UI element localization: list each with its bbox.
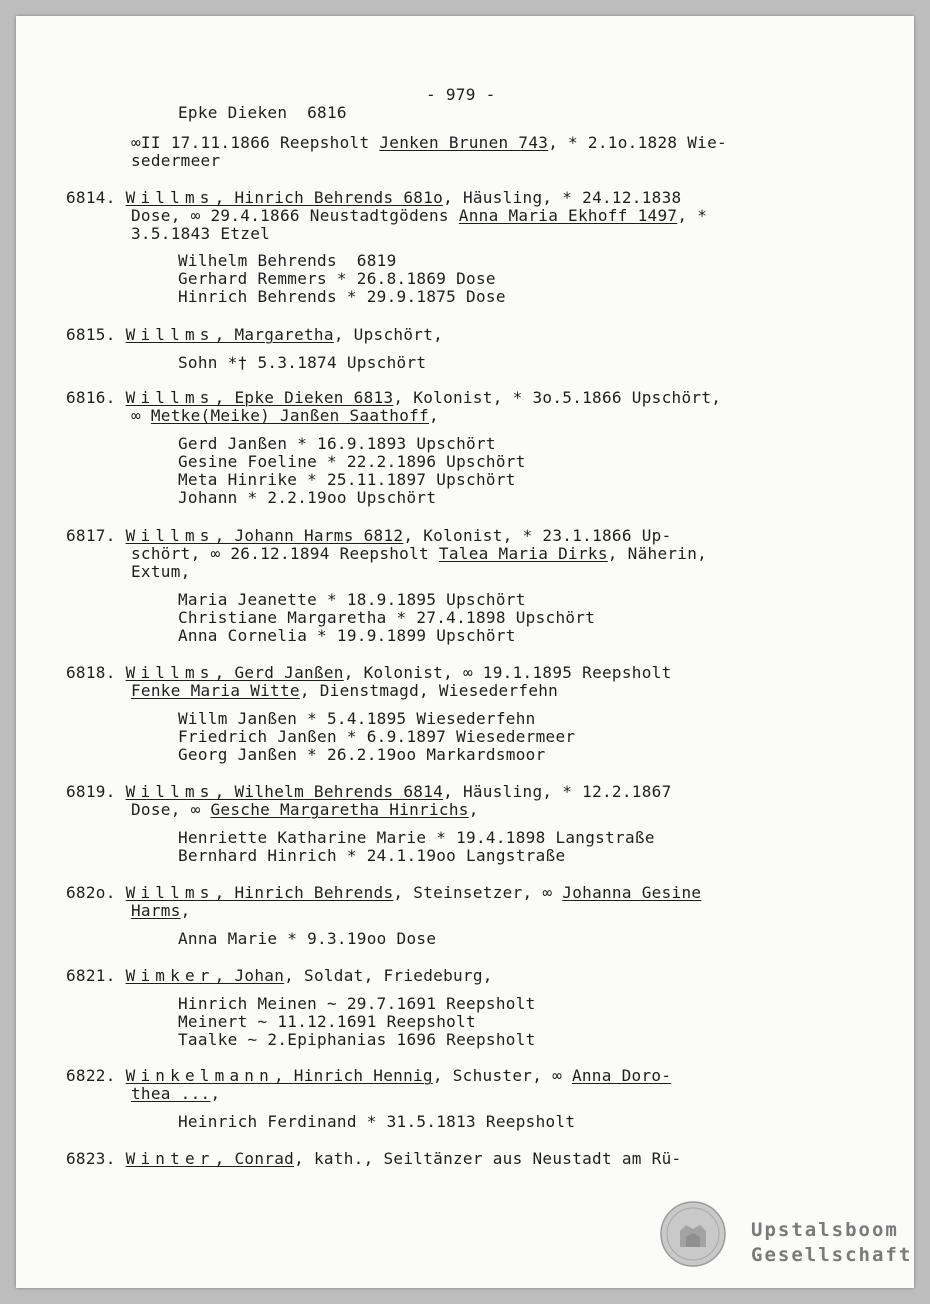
text-segment: , Soldat, Friedeburg, <box>284 966 493 985</box>
text-line <box>178 728 575 746</box>
text-line <box>178 288 506 306</box>
underlined-name: Gesche Margaretha Hinrichs <box>210 800 469 819</box>
text-line <box>131 207 707 225</box>
surname-spaced: Willms <box>125 782 215 801</box>
text-line <box>178 710 536 728</box>
text-line <box>178 591 526 609</box>
text-segment: Henriette Katharine Marie * 19.4.1898 Langstraße <box>178 828 655 847</box>
text-segment: 6817. <box>66 526 126 545</box>
surname-spaced: Willms <box>125 663 215 682</box>
text-segment: , kath., Seiltänzer aus Neustadt am Rü- <box>294 1149 682 1168</box>
underlined-name: , Hinrich Behrends <box>214 883 394 902</box>
text-segment: Wilhelm Behrends 6819 <box>178 251 397 270</box>
text-line <box>131 801 479 819</box>
text-segment: , <box>429 406 439 425</box>
text-line <box>178 609 595 627</box>
text-line <box>131 225 270 243</box>
underlined-name: Anna Maria Ekhoff 1497 <box>458 206 678 225</box>
text-segment: , <box>180 901 191 920</box>
text-segment: Heinrich Ferdinand * 31.5.1813 Reepsholt <box>178 1112 576 1131</box>
text-segment: Gesine Foeline * 22.2.1896 Upschört <box>178 452 526 471</box>
text-segment: 6821. <box>66 966 126 985</box>
surname-spaced: Willms <box>125 325 215 344</box>
text-segment: ∞II 17.11.1866 Reepsholt <box>131 133 380 152</box>
surname-spaced: Winkelmann <box>125 1066 274 1085</box>
text-line <box>178 627 516 645</box>
text-line <box>131 545 707 563</box>
text-segment: , Upschört, <box>333 325 444 344</box>
text-line <box>178 435 496 453</box>
text-line <box>131 134 727 152</box>
text-line <box>178 471 516 489</box>
text-segment: , Kolonist, * 23.1.1866 Up- <box>403 526 672 545</box>
text-segment: , <box>468 800 479 819</box>
text-line <box>66 1067 671 1085</box>
text-line <box>66 189 681 207</box>
text-line <box>66 326 443 344</box>
text-segment: Gerd Janßen * 16.9.1893 Upschört <box>178 434 496 453</box>
text-line <box>131 563 191 581</box>
text-segment: Willm Janßen * 5.4.1895 Wiesederfehn <box>178 709 536 728</box>
document-page <box>16 16 914 1288</box>
text-segment: Christiane Margaretha * 27.4.1898 Upschört <box>178 608 596 627</box>
text-segment: Gerhard Remmers * 26.8.1869 Dose <box>178 269 496 288</box>
text-segment: Hinrich Meinen ~ 29.7.1691 Reepsholt <box>178 994 536 1013</box>
text-segment: 6822. <box>66 1066 126 1085</box>
underlined-name: Talea Maria Dirks <box>438 544 608 563</box>
underlined-name: , Margaretha <box>214 325 334 344</box>
text-line <box>66 783 672 801</box>
text-segment: Georg Janßen * 26.2.19oo Markardsmoor <box>178 745 546 764</box>
text-segment: , Näherin, <box>607 544 708 563</box>
text-line <box>66 527 672 545</box>
text-segment: 6816. <box>66 388 126 407</box>
text-line <box>66 967 493 985</box>
underlined-name: Jenken Brunen 743 <box>379 133 549 152</box>
text-segment: Johann * 2.2.19oo Upschört <box>178 488 437 507</box>
text-segment: sedermeer <box>131 151 221 170</box>
text-line <box>178 252 397 270</box>
text-segment: , <box>210 1084 221 1103</box>
text-line <box>66 389 721 407</box>
text-segment: Maria Jeanette * 18.9.1895 Upschört <box>178 590 526 609</box>
text-line <box>178 1113 575 1131</box>
text-segment: schört, ∞ 26.12.1894 Reepsholt <box>131 544 439 563</box>
text-segment: Bernhard Hinrich * 24.1.19oo Langstraße <box>178 846 566 865</box>
underlined-name: , Epke Dieken 6813 <box>214 388 394 407</box>
surname-spaced: Winter <box>125 1149 215 1168</box>
surname-spaced: Willms <box>125 526 215 545</box>
text-segment: , Kolonist, * 3o.5.1866 Upschört, <box>393 388 722 407</box>
text-segment: , * <box>677 206 708 225</box>
text-line <box>178 1031 536 1049</box>
text-line <box>178 829 655 847</box>
underlined-name: , Conrad <box>214 1149 295 1168</box>
surname-spaced: Willms <box>125 883 215 902</box>
text-segment: 682o. <box>66 883 126 902</box>
underlined-name: Anna Doro- <box>571 1066 672 1085</box>
text-line <box>66 1150 681 1168</box>
watermark-line2: Gesellschaft <box>751 1244 913 1266</box>
text-segment: ∞ <box>131 406 151 425</box>
text-segment: , Dienstmagd, Wiesederfehn <box>299 681 559 700</box>
underlined-name: , Johann Harms 6812 <box>214 526 404 545</box>
text-line <box>66 884 701 902</box>
text-line <box>178 847 565 865</box>
text-segment: 6814. <box>66 188 126 207</box>
text-segment: Friedrich Janßen * 6.9.1897 Wiesedermeer <box>178 727 576 746</box>
text-segment: 6815. <box>66 325 126 344</box>
text-segment: Anna Cornelia * 19.9.1899 Upschört <box>178 626 516 645</box>
text-segment: , Häusling, * 24.12.1838 <box>443 188 682 207</box>
text-segment: 6823. <box>66 1149 126 1168</box>
underlined-name: Johanna Gesine <box>562 883 702 902</box>
underlined-name: , Hinrich Hennig <box>273 1066 433 1085</box>
text-segment: , Häusling, * 12.2.1867 <box>443 782 672 801</box>
text-line <box>178 1013 476 1031</box>
underlined-name: Harms <box>131 901 181 920</box>
text-segment: , * 2.1o.1828 Wie- <box>548 133 727 152</box>
text-line <box>178 104 347 122</box>
text-segment: 6818. <box>66 663 126 682</box>
text-line <box>178 746 546 764</box>
text-segment: Extum, <box>131 562 191 581</box>
text-segment: , Steinsetzer, ∞ <box>393 883 563 902</box>
text-segment: 6819. <box>66 782 126 801</box>
surname-spaced: Willms <box>125 388 215 407</box>
underlined-name: thea ... <box>131 1084 211 1103</box>
text-line <box>131 682 558 700</box>
text-line <box>178 995 536 1013</box>
underlined-name: , Wilhelm Behrends 6814 <box>214 782 444 801</box>
text-segment: , Kolonist, ∞ 19.1.1895 Reepsholt <box>343 663 672 682</box>
upstalsboom-seal-logo <box>660 1201 726 1267</box>
text-segment: Anna Marie * 9.3.19oo Dose <box>178 929 437 948</box>
text-segment: Hinrich Behrends * 29.9.1875 Dose <box>178 287 506 306</box>
text-segment: Taalke ~ 2.Epiphanias 1696 Reepsholt <box>178 1030 536 1049</box>
underlined-name: , Hinrich Behrends 681o <box>214 188 444 207</box>
text-segment: Epke Dieken 6816 <box>178 103 347 122</box>
text-line <box>178 930 436 948</box>
surname-spaced: Wimker <box>125 966 215 985</box>
underlined-name: , Gerd Janßen <box>214 663 344 682</box>
underlined-name: Fenke Maria Witte <box>131 681 300 700</box>
text-segment: Dose, ∞ <box>131 800 211 819</box>
text-line <box>131 1085 220 1103</box>
text-segment: Sohn *† 5.3.1874 Upschört <box>178 353 427 372</box>
text-line <box>178 489 436 507</box>
text-segment: Meinert ~ 11.12.1691 Reepsholt <box>178 1012 476 1031</box>
text-segment: Meta Hinrike * 25.11.1897 Upschört <box>178 470 516 489</box>
watermark-line1: Upstalsboom <box>751 1219 899 1241</box>
text-line <box>178 354 426 372</box>
underlined-name: Metke(Meike) Janßen Saathoff <box>150 406 429 425</box>
underlined-name: , Johan <box>214 966 285 985</box>
text-segment: , Schuster, ∞ <box>432 1066 572 1085</box>
text-line <box>66 664 672 682</box>
text-line <box>131 152 220 170</box>
text-line <box>131 407 439 425</box>
text-line <box>178 453 526 471</box>
text-segment: Dose, ∞ 29.4.1866 Neustadtgödens <box>131 206 459 225</box>
text-line <box>178 270 496 288</box>
text-segment: 3.5.1843 Etzel <box>131 224 271 243</box>
text-line <box>131 902 191 920</box>
surname-spaced: Willms <box>125 188 215 207</box>
page-number: - 979 - <box>426 85 496 104</box>
